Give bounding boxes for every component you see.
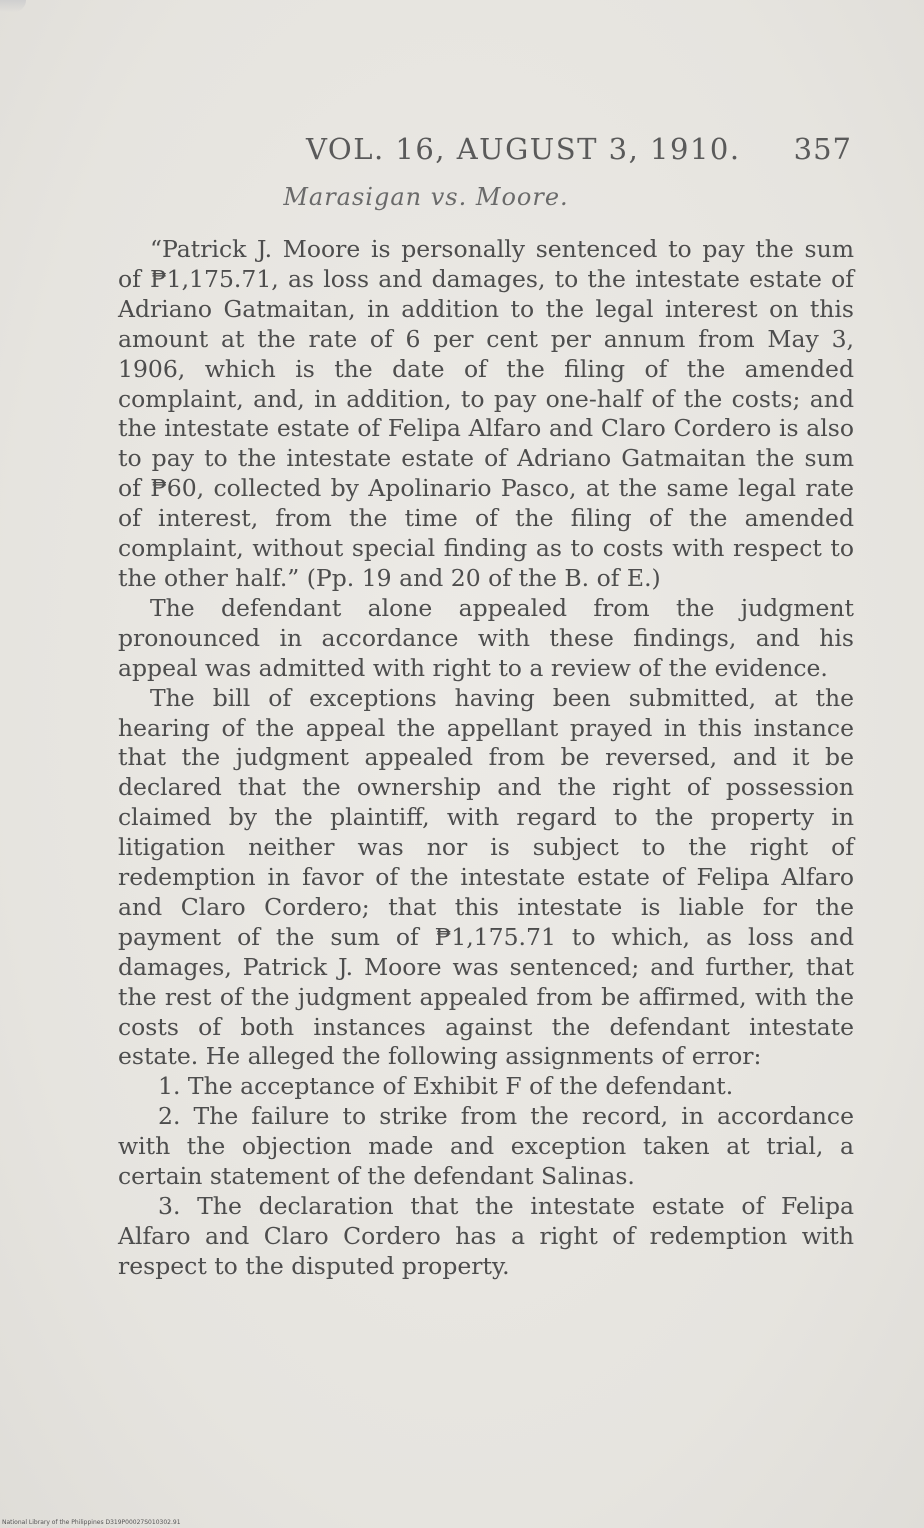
page-number: 357 (793, 132, 852, 166)
running-head: VOL. 16, AUGUST 3, 1910. (306, 132, 741, 166)
bill-of-exceptions-paragraph: The bill of exceptions having been submitted, at the hearing of the appeal the appellant prayed in this instance that the judgment appealed from be reversed, and it be declared that the ownership and the right of possession claimed by the plaintiff, with regard to the property in litigation neither was nor is subject to the right of redemption in favor of the intestate estate of Felipa Alfaro and Claro Cordero; that this intestate is liable for the payment of the sum of ₱1,175.71 to which, as loss and damages, Patrick J. Moore was sentenced; and further, that the rest of the judgment appealed from be affirmed, with the costs of both instances against the defendant intestate estate. He alleged the following assignments of error: (118, 683, 854, 1071)
assignment-of-error-2: 2. The failure to strike from the record, in accordance with the objection made and exception taken at trial, a certain statement of the defendant Salinas. (118, 1102, 854, 1191)
assignment-of-error-3: 3. The declaration that the intestate estate of Felipa Alfaro and Claro Cordero has a right of redemption with respect to the disputed property. (118, 1192, 854, 1280)
appeal-paragraph: The defendant alone appealed from the judgment pronounced in accordance with these findings, and his appeal was admitted with right to a review of the evidence. (118, 593, 854, 682)
scan-footer-note: National Library of the Philippines D319P00027S010302.91 (2, 1519, 181, 1526)
assignment-of-error-1: 1. The acceptance of Exhibit F of the defendant. (158, 1072, 734, 1101)
case-title: Marasigan vs. Moore. (283, 183, 569, 211)
scan-edge-mark (0, 0, 26, 12)
page-header (118, 132, 852, 172)
body-text (118, 235, 854, 1282)
quoted-judgment-paragraph: “Patrick J. Moore is personally sentenced to pay the sum of ₱1,175.71, as loss and damages, to the intestate estate of Adriano Gatmaitan, in addition to the legal interest on this amount at the rate of 6 per cent per annum from May 3, 1906, which is the date of the filing of the amended complaint, and, in addition, to pay one-half of the costs; and the intestate estate of Felipa Alfaro and Claro Cordero is also to pay to the intestate estate of Adriano Gatmaitan the sum of ₱60, collected by Apolinario Pasco, at the same legal rate of interest, from the time of the filing of the amended complaint, without special finding as to costs with respect to the other half.” (Pp. 19 and 20 of the B. of E.) (118, 235, 854, 592)
